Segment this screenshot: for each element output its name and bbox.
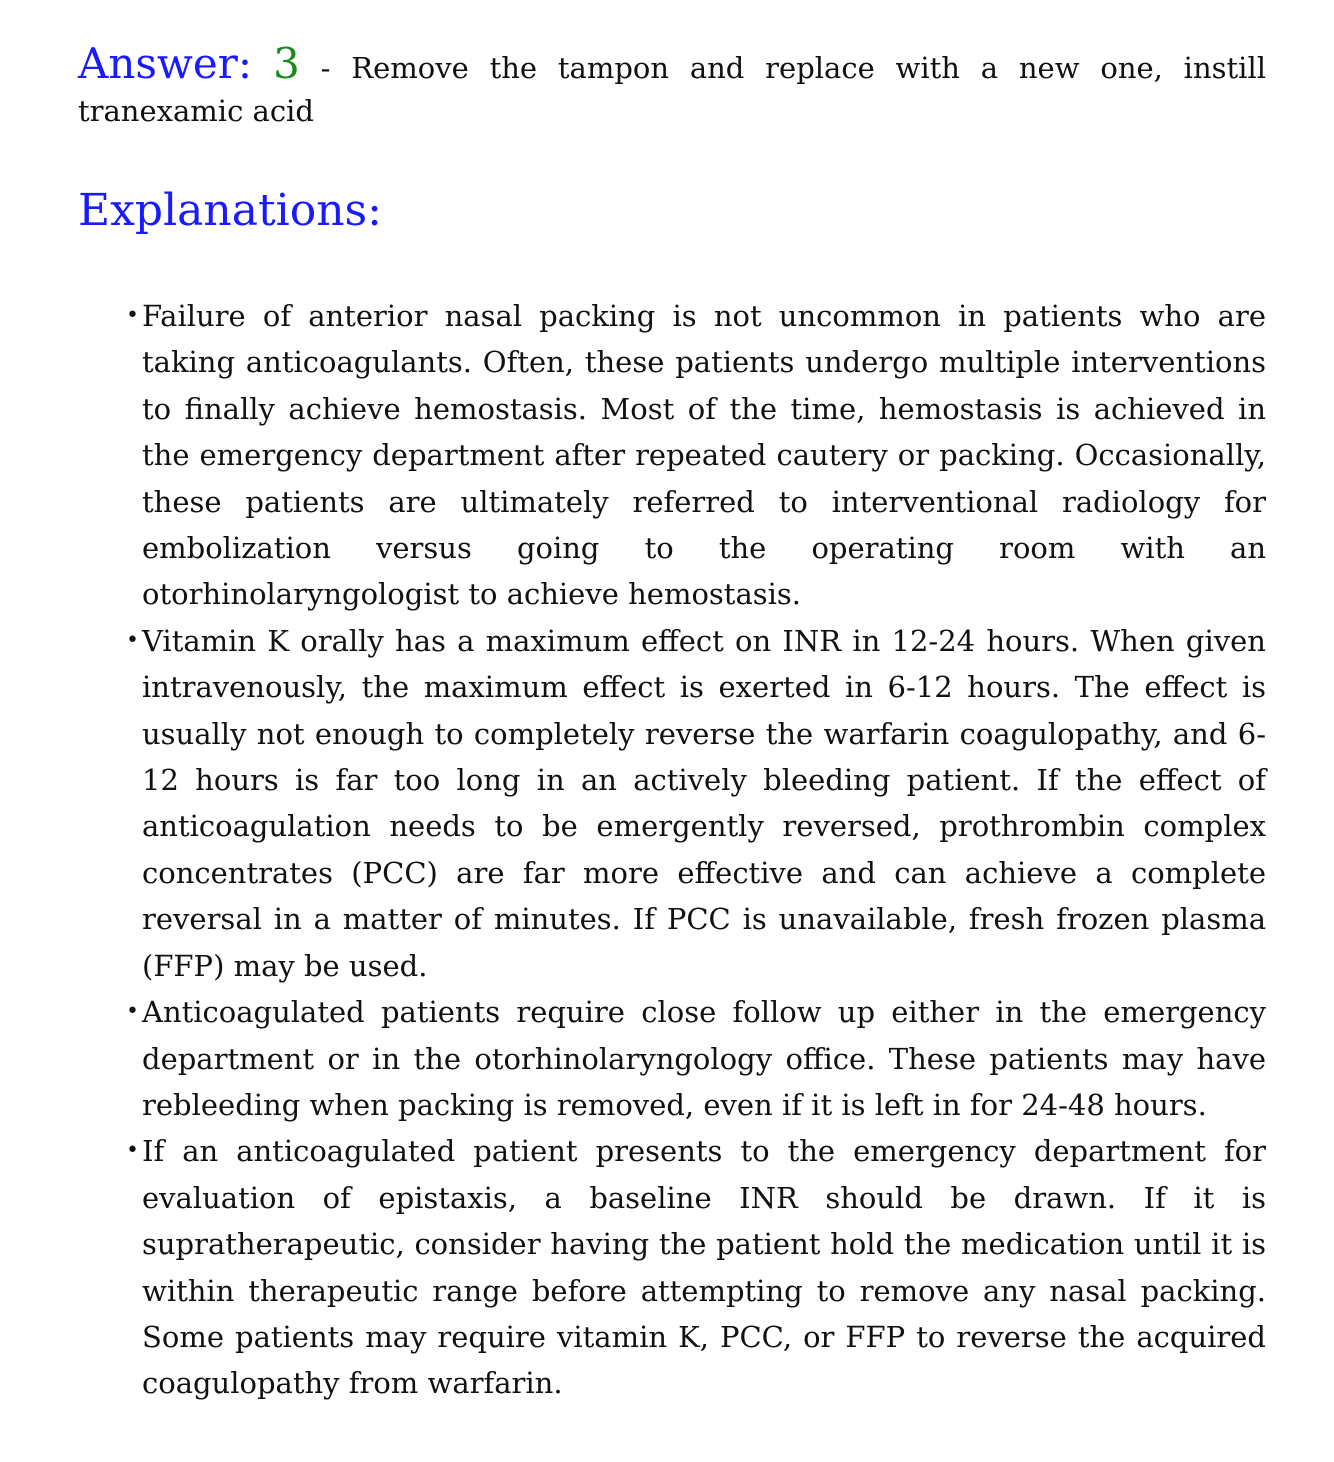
- answer-label: Answer:: [78, 39, 252, 88]
- bullet-icon: •: [126, 1138, 139, 1164]
- answer-text: - Remove the tampon and replace with a new one, instill tranexamic acid: [78, 51, 1266, 128]
- answer-line: [78, 39, 1266, 133]
- explanation-text: Vitamin K orally has a maximum effect on INR in 12-24 hours. When given intravenously, the maximum effect is exerted in 6-12 hours. The effect is usually not enough to completely reverse the warfarin coagulopathy, and 6-12 hours is far too long in an actively bleeding patient. If the effect of anticoagulation needs to be emergently reversed, prothrombin complex concentrates (PCC) are far more effective and can achieve a complete reversal in a matter of minutes. If PCC is unavailable, fresh frozen plasma (FFP) may be used.: [142, 623, 1266, 983]
- explanation-text: Anticoagulated patients require close follow up either in the emergency department or in the otorhinolaryngology office. These patients may have rebleeding when packing is removed, even if it is left in for 24-48 hours.: [142, 995, 1266, 1122]
- explanations-heading: Explanations:: [78, 185, 382, 236]
- document-page: [78, 39, 1266, 1407]
- explanation-text: Failure of anterior nasal packing is not uncommon in patients who are taking anticoagulants. Often, these patients undergo multiple interventions to finally achieve hemostasis. Most of the time, hemostasis is achieved in the emergency department after repeated cautery or packing. Occasionally, these patients are ultimately referred to interventional radiology for embolization versus going to the operating room with an otorhinolaryngologist to achieve hemostasis.: [142, 299, 1266, 612]
- explanation-item: [126, 1128, 1266, 1406]
- bullet-icon: •: [126, 999, 139, 1025]
- bullet-icon: •: [126, 627, 139, 653]
- answer-number: 3: [273, 39, 300, 88]
- explanation-list: [78, 293, 1266, 1407]
- explanation-text: If an anticoagulated patient presents to the emergency department for evaluation of epistaxis, a baseline INR should be drawn. If it is supratherapeutic, consider having the patient hold the medication until it is within therapeutic range before attempting to remove any nasal packing. Some patients may require vitamin K, PCC, or FFP to reverse the acquired coagulopathy from warfarin.: [142, 1134, 1266, 1401]
- explanation-item: [126, 989, 1266, 1128]
- explanation-item: [126, 293, 1266, 618]
- explanation-item: [126, 618, 1266, 989]
- bullet-icon: •: [126, 303, 139, 328]
